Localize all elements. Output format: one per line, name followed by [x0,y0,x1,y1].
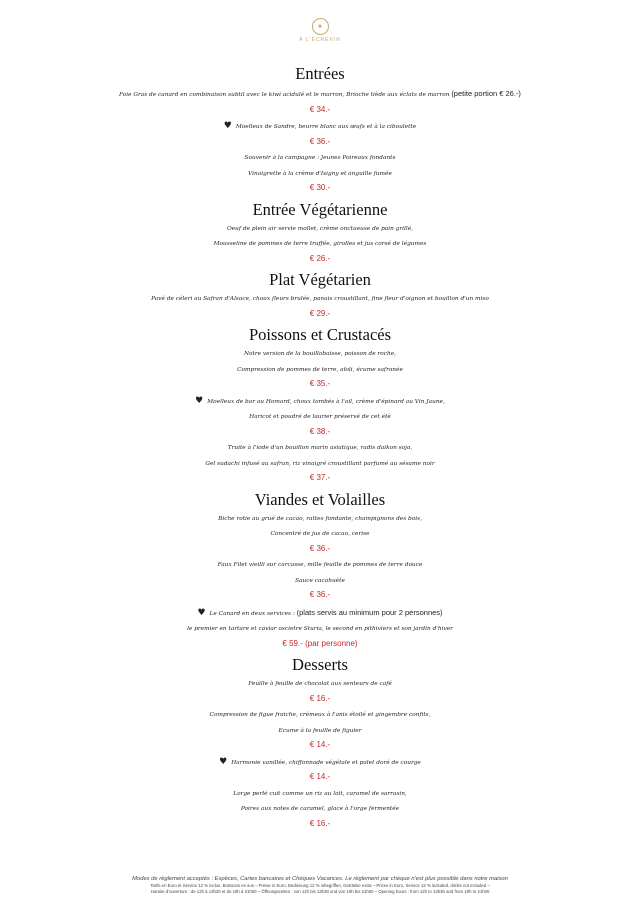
section-title: Poissons et Crustacés [248,325,392,344]
dish-text: Haricot et poudré de laurier préservé de cet été [249,414,391,420]
dish-text: Moelleux de bar au Homard, choux tombés à l'ail, crème d'épinard au Vin Jaune, [207,398,445,405]
dish-description [0,574,640,590]
menu-section [0,488,640,651]
heart-icon: ♥ [219,756,228,767]
price-value: € 14.- [309,740,331,749]
dish-description [0,457,640,473]
price-value: € 37.- [309,473,331,482]
dish-description [0,527,640,543]
dish-description [0,410,640,426]
heart-icon: ♥ [223,121,232,131]
dish-text: Truite à l'iode d'un bouillon marin asiatique, radis daikon soja, [227,445,413,451]
price-value: € 36.- [309,543,331,553]
dish-note: (petite portion € 26.-) [451,89,521,98]
menu-section [0,62,640,195]
section-title: Entrées [295,64,345,83]
dish-text: Notre version de la bouillabaisse, poisson de roche, [243,351,397,357]
dish-description [0,237,640,253]
price-value: € 26.- [309,253,331,263]
dish-description [0,622,640,638]
dish-price [0,638,640,651]
dish-price [0,543,640,556]
price-value: € 29.- [309,308,331,318]
dish-text: Poires aux notes de caramel, glace à l'orge fermentée [240,806,400,812]
dish-description [0,755,640,772]
price-value: € 34.- [309,104,331,114]
heart-icon: ♥ [195,395,204,406]
dish-text: Compression de pommes de terre, aïoli, écume safranée [237,366,403,373]
dish-description [0,724,640,740]
heart-icon: ♥ [197,607,206,618]
dish-description [0,292,640,308]
dish-description [0,441,640,457]
dish-description [0,363,640,379]
dish-price [0,253,640,266]
dish-text: Sauce cacahuète [295,577,345,584]
menu-section [0,323,640,485]
menu-section [0,268,640,320]
dish-text: Moelleux de Sandre, beurre blanc aux œufs et à la ciboulette [235,124,417,130]
dish-description [0,151,640,167]
logo-brand-name: À L'ÉCREVIN [299,37,341,43]
dish-text: le premier en tartare et caviar oscietre Sturia, le second en pithiviers et son jardin d'hiver [187,626,453,632]
dish-description [0,222,640,238]
section-title: Entrée Végétarienne [252,199,388,219]
dish-note: (plats servis au minimum pour 2 personnes) [296,607,443,617]
price-value: € 16.- [309,818,331,828]
dish-description [0,86,640,104]
dish-price [0,693,640,706]
dish-price [0,771,640,784]
price-value: € 30.- [309,183,331,192]
dish-price [0,818,640,831]
dish-text: Foie Gras de canard en combinaison subtil avec le kiwi acidulé et le marron, Brioche tiède aux éclats de marron [119,92,450,98]
section-title: Desserts [292,655,348,674]
dish-description [0,605,640,623]
dish-text: Harmonie vanillée, chiffonnade végétale et palet doré de courge [231,759,421,766]
price-note: (par personne) [305,638,358,648]
price-value: € 36.- [309,590,331,599]
tax-info: Tarifs en Euro et Service 12 % inclus. Boissons en sus – Preise in Euro, Bedienung 12 % inbegriffen, Getränke extra – Prices in Euro, Service 12 % included, drinks not included – [150,883,490,888]
dish-text: Oeuf de plein air servie mollet, crème onctueuse de pain grillé, [226,225,414,232]
dish-text: Souvenir à la campagne : Jeunes Poireaux fondants [244,155,396,161]
dish-text: Vinaigrette à la crème d'Isigny et anguille fumée [248,170,392,177]
dish-description [0,677,640,693]
dish-text: Gel sudachi infusé au safran, riz vinaigré croustillant parfumé au sésame noir [205,460,435,467]
dish-price [0,739,640,752]
dish-description [0,558,640,574]
logo-emblem-icon: ✦ [312,18,329,35]
dish-text: Compression de figue fraiche, crémeux à l'anis étoilé et gingembre confits, [209,712,431,718]
dish-price [0,104,640,117]
price-value: € 38.- [309,426,331,436]
menu-section [0,198,640,266]
dish-description [0,394,640,411]
price-value: € 16.- [309,693,331,703]
section-title: Plat Végétarien [269,270,371,289]
dish-description [0,708,640,724]
price-value: € 35.- [309,379,331,388]
menu-footer [0,875,640,895]
dish-text: Pavé de céleri au Safran d'Alsace, choux fleurs brulée, panais croustillant, fine fleur d'oignon et bouillon d'un miso [151,296,489,302]
dish-description [0,119,640,136]
dish-price [0,378,640,391]
dish-price [0,589,640,602]
dish-price [0,426,640,439]
dish-text: Feuille à feuille de chocolat aux senteurs de café [248,681,392,687]
dish-text: Ecume à la feuille de figuier [278,727,362,734]
dish-text: Mousseline de pommes de terre truffée, girolles et jus corsé de légumes [213,241,427,247]
dish-description [0,802,640,818]
opening-hours: Horaire d'ouverture : de 12h à 13h30 et de 19h à 21h00 – Öffnungszeiten : von 12h bis 13h30 und von 19h bis 21h00 – Opening hours : from 12h to 13h30 and from 19h to 21h00 [150,889,490,894]
menu-sections [0,62,640,833]
dish-text: Biche rotie au grué de cacao, rattes fondante, champignons des bois, [218,515,422,522]
dish-price [0,472,640,485]
section-title: Viandes et Volailles [254,489,386,509]
dish-description [0,787,640,803]
restaurant-logo [0,18,640,43]
dish-text: Lorge perlé cuit comme un riz au lait, caramel de sarrasin, [233,790,407,797]
dish-price [0,136,640,149]
dish-price [0,308,640,321]
price-value: € 36.- [309,136,331,146]
dish-description [0,347,640,363]
dish-price [0,182,640,195]
price-value: € 14.- [309,772,331,781]
payment-info: Modes de règlement acceptés : Espèces, Cartes bancaires et Chèques Vacances. Le règlement par chèque n'est plus possible dans notre maison [132,876,508,882]
dish-text: Concentré de jus de cacao, cerise [270,531,370,537]
dish-text: Le Canard en deux services : [209,610,295,617]
menu-section [0,653,640,830]
dish-description [0,512,640,528]
price-value: € 59.- [282,638,303,648]
dish-description [0,167,640,183]
dish-text: Faux Filet vieilli sur carcasse, mille feuille de pommes de terre douce [217,562,423,568]
